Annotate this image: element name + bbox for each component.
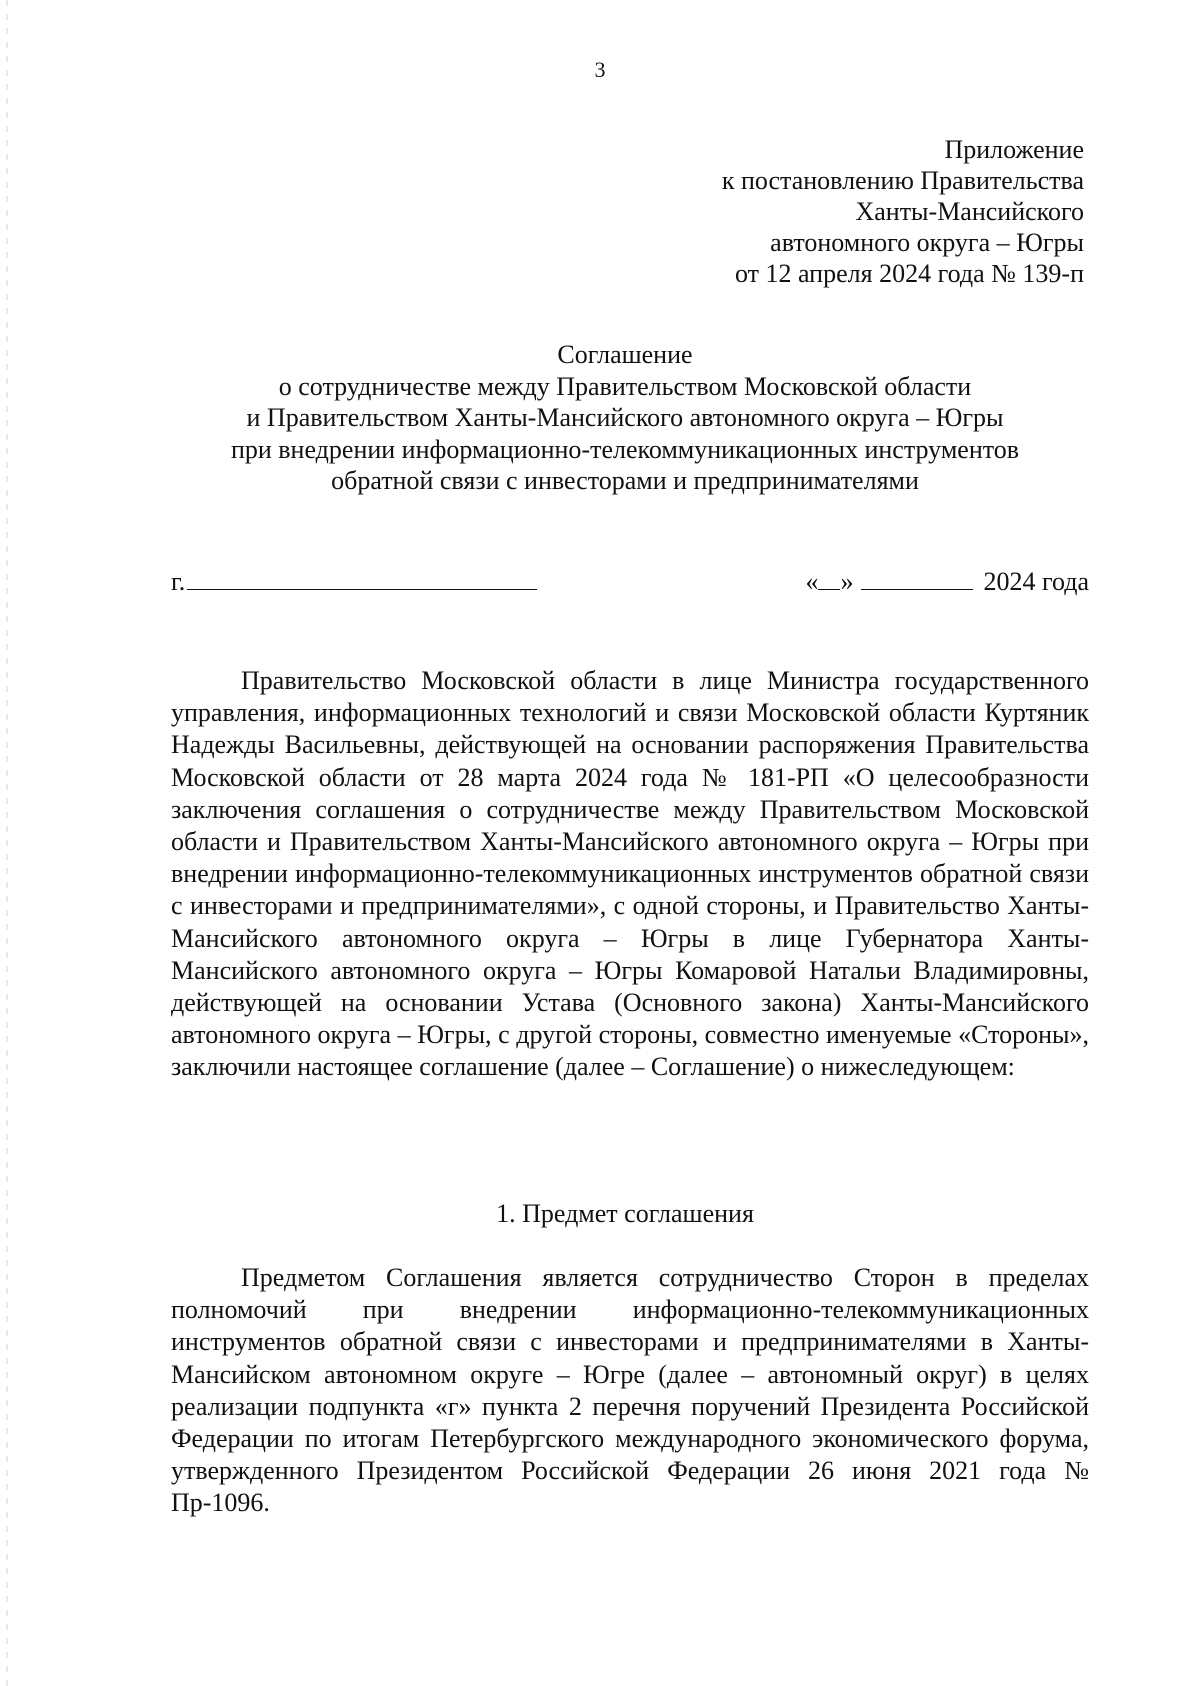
title-line: о сотрудничестве между Правительством Московской области [278, 371, 972, 401]
date-field [805, 566, 1089, 597]
title-line: при внедрении информационно-телекоммуникационных инструментов [230, 434, 1020, 464]
appendix-header [722, 134, 1084, 289]
quote-open: « [805, 567, 819, 596]
page-number: 3 [594, 57, 606, 82]
appendix-line: Ханты-Мансийского [855, 197, 1084, 226]
month-blank-line [861, 567, 973, 590]
appendix-line: к постановлению Правительства [721, 166, 1084, 195]
city-prefix: г. [171, 567, 186, 596]
city-blank-line [187, 567, 537, 590]
section-heading: 1. Предмет соглашения [496, 1199, 754, 1228]
year-text: 2024 года [983, 567, 1089, 596]
appendix-line: от 12 апреля 2024 года № 139-п [734, 259, 1084, 288]
section-paragraph: Предметом Соглашения является сотрудничество Сторон в пределах полномочий при внедрении информационно-телекоммуникационных инструментов обратной связи с инвесторами и предпринимателями в Ханты-Мансийском автономном округе – Югре (далее – автономный округ) в целях реализации подпункта «г» пункта 2 перечня поручений Президента Российской Федерации по итогам Петербургского международного экономического форума, утвержденного Президентом Российской Федерации 26 июня 2021 года № Пр-1096. [171, 1263, 1089, 1518]
day-blank-line [818, 567, 840, 590]
intro-paragraph: Правительство Московской области в лице Министра государственного управления, информационных технологий и связи Московской области Куртяник Надежды Васильевны, действующей на основании распоряжения Правительства Московской области от 28 марта 2024 года № 181-РП «О целесообразности заключения соглашения о сотрудничестве между Правительством Московской области и Правительством Ханты-Мансийского автономного округа – Югры при внедрении информационно-телекоммуникационных инструментов обратной связи с инвесторами и предпринимателями», с одной стороны, и Правительство Ханты-Мансийского автономного округа – Югры в лице Губернатора Ханты-Мансийского автономного округа – Югры Комаровой Натальи Владимировны, действующей на основании Устава (Основного закона) Ханты-Мансийского автономного округа – Югры, с другой стороны, совместно именуемые «Стороны», заключили настоящее соглашение (далее – Соглашение) о нижеследующем: [171, 666, 1089, 1082]
title-line: обратной связи с инвесторами и предпринимателями [331, 466, 919, 495]
title-line: Соглашение [557, 340, 693, 369]
place-field [171, 566, 537, 597]
appendix-line: Приложение [944, 135, 1084, 164]
document-title [160, 339, 1090, 497]
scan-edge-artifact [6, 0, 8, 1686]
quote-close: » [840, 567, 854, 596]
title-line: и Правительством Ханты-Мансийского автономного округа – Югры [246, 403, 1004, 432]
place-date-row [171, 566, 1089, 597]
appendix-line: автономного округа – Югры [770, 228, 1084, 257]
